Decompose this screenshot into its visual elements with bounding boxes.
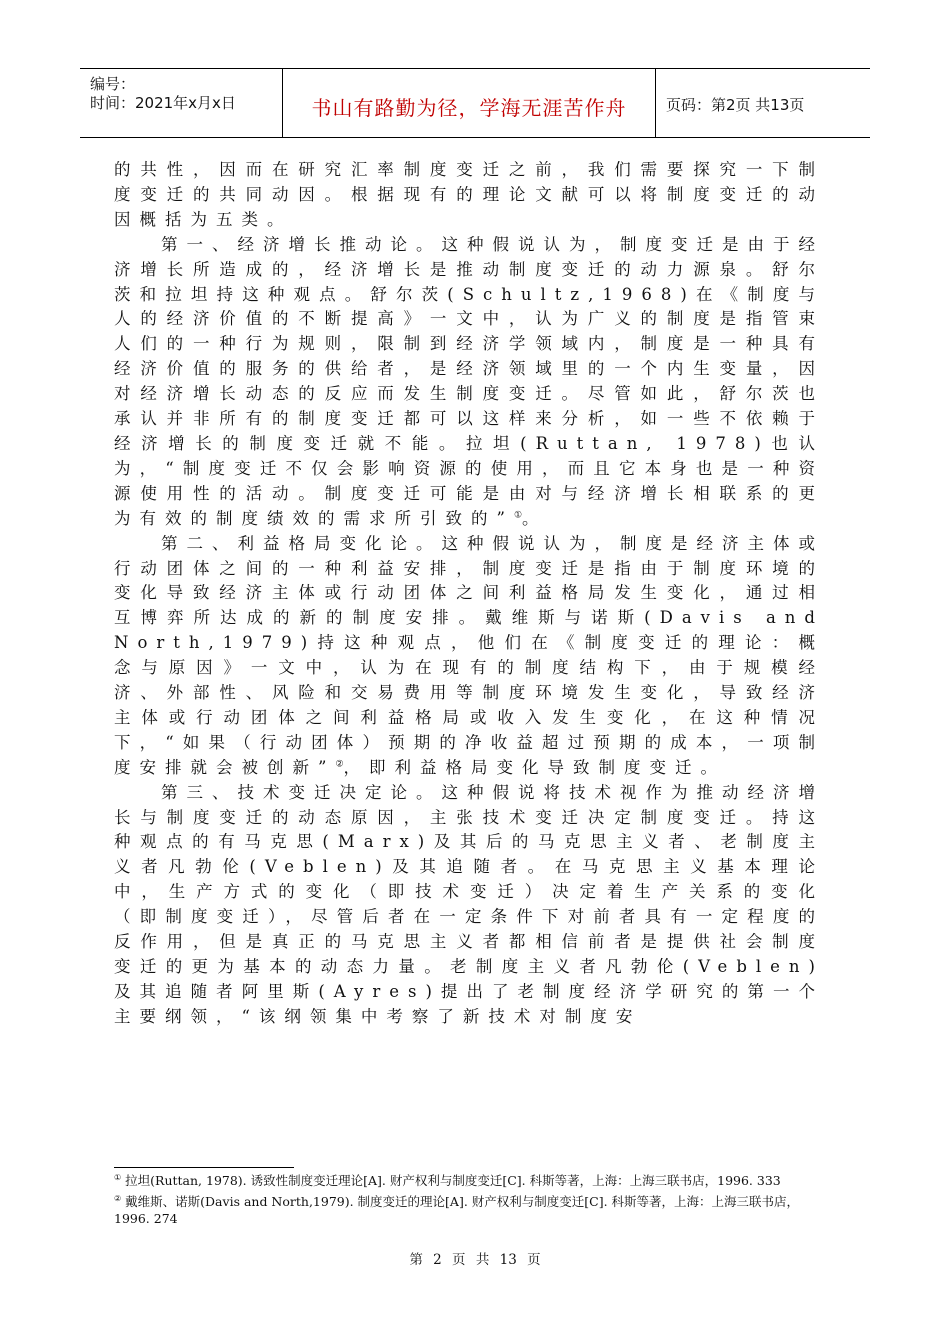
serial-label: 编号： [90,75,136,93]
paragraph-4: 第三、技术变迁决定论。这种假说将技术视作为推动经济增长与制度变迁的动态原因，主张技术变迁决定制度变迁。持这种观点的有马克思(Marx)及其后的马克思主义者、老制度主义者凡勃伦(Veblen)及其追随者。在马克思主义基本理论中，生产方式的变化（即技术变迁）决定着生产关系的变化（即制度变迁），尽管后者在一定条件下对前者具有一定程度的反作用，但是真正的马克思主义者都相信前者是提供社会制度变迁的更为基本的动态力量。老制度主义者凡勃伦(Veblen)及其追随者阿里斯(Ayres)提出了老制度经济学研究的第一个主要纲领，“该纲领集中考察了新技术对制度安 [114,782,824,1026]
footnote-1 [114,1172,834,1189]
footnote-1-mark: ① [114,1172,122,1182]
footnote-ref-1[interactable]: ① [513,510,523,521]
page-label: 页码：第2页 共13页 [666,96,805,114]
header-meta-cell [80,69,283,137]
paragraph-2 [114,233,824,532]
motto: 书山有路勤为径，学海无涯苦作舟 [311,96,627,120]
body-text [114,158,824,1030]
paragraph-3 [114,532,824,781]
header-page-cell [656,69,870,137]
header-table [80,68,870,138]
footnote-2 [114,1193,834,1227]
footnote-ref-2[interactable]: ② [335,759,344,770]
date-label: 时间：2021年x月x日 [90,94,236,112]
footnote-2-text: 戴维斯、诺斯(Davis and North,1979). 制度变迁的理论[A]. 财产权利与制度变迁[C]. 科斯等著，上海：上海三联书店，1996. 274 [114,1194,800,1226]
footnote-2-mark: ② [114,1193,122,1203]
footnote-1-text: 拉坦(Ruttan, 1978). 诱致性制度变迁理论[A]. 财产权利与制度变迁[C]. 科斯等著，上海：上海三联书店，1996. 333 [125,1173,781,1188]
paragraph-1: 的共性，因而在研究汇率制度变迁之前，我们需要探究一下制度变迁的共同动因。根据现有的理论文献可以将制度变迁的动因概括为五类。 [114,160,824,229]
paragraph-2-text: 第一、经济增长推动论。这种假说认为，制度变迁是由于经济增长所造成的，经济增长是推动制度变迁的动力源泉。舒尔茨和拉坦持这种观点。舒尔茨(Schultz,1968)在《制度与人的经济价值的不断提高》一文中，认为广义的制度是指管束人们的一种行为规则，限制到经济学领域内，制度是一种具有经济价值的服务的供给者，是经济领域里的一个内生变量，因对经济增长动态的反应而发生制度变迁。尽管如此，舒尔茨也承认并非所有的制度变迁都可以这样来分析，如一些不依赖于经济增长的制度变迁就不能。拉坦(Ruttan, 1978)也认为，“制度变迁不仅会影响资源的使用，而且它本身也是一种资源使用性的活动。制度变迁可能是由对与经济增长相联系的更为有效的制度绩效的需求所引致的” [114,234,824,528]
footnote-divider [114,1167,294,1168]
paragraph-3-text: 第二、利益格局变化论。这种假说认为，制度是经济主体或行动团体之间的一种利益安排，制度变迁是指由于制度环境的变化导致经济主体或行动团体之间利益格局发生变化，通过相互博弈所达成的新的制度安排。戴维斯与诺斯(Davis and North,1979)持这种观点，他们在《制度变迁的理论：概念与原因》一文中，认为在现有的制度结构下，由于规模经济、外部性、风险和交易费用等制度环境发生变化，导致经济主体或行动团体之间利益格局或收入发生变化，在这种情况下，“如果（行动团体）预期的净收益超过预期的成本，一项制度安排就会被创新” [114,533,824,777]
paragraph-3-end: ，即利益格局变化导致制度变迁。 [343,757,727,777]
header-motto-cell [283,69,656,137]
paragraph-2-end: 。 [522,508,548,528]
page-footer: 第 2 页 共 13 页 [409,1252,541,1268]
